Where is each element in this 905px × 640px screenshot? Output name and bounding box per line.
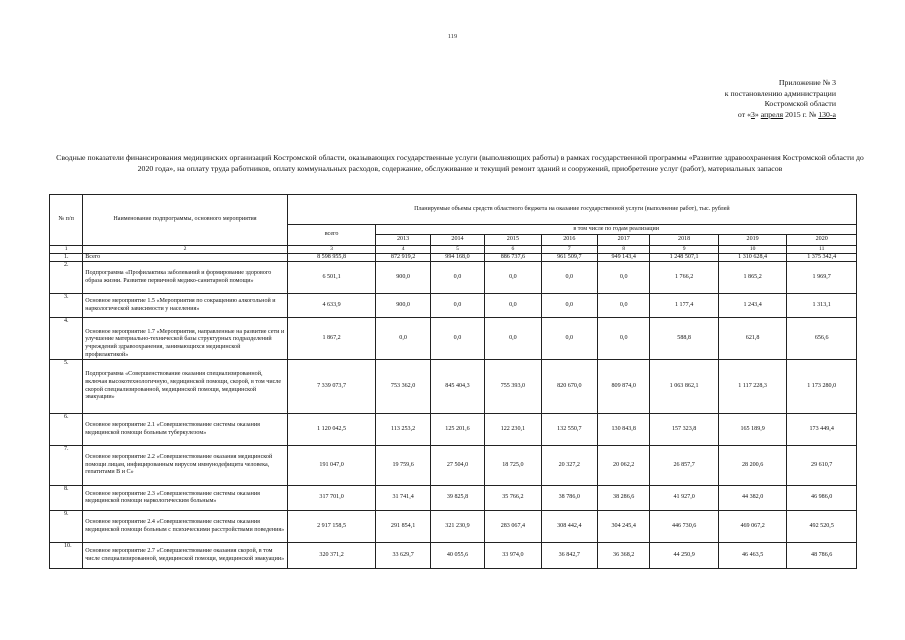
- row-value-2015: 0,0: [485, 262, 541, 294]
- table-body: [50, 195, 857, 569]
- row-name: Основное мероприятие 2.2 «Совершенствование оказания медицинской помощи лицам, инфицированным вирусом иммунодефицита человека, гепатитами В и С»: [83, 446, 288, 486]
- row-value-2019: 1 243,4: [718, 294, 787, 318]
- table-row: [50, 486, 857, 511]
- header-year-2015: 2015: [485, 235, 541, 246]
- appendix-block: [666, 78, 836, 120]
- row-value-2013: 900,0: [376, 294, 430, 318]
- row-value-2016: 0,0: [541, 262, 597, 294]
- row-value-2013: 291 854,1: [376, 511, 430, 543]
- table-row: [50, 360, 857, 414]
- header-row-top: [50, 195, 857, 225]
- table-row: [50, 414, 857, 446]
- row-value-2015: 0,0: [485, 294, 541, 318]
- appendix-date-month: апреля: [760, 109, 784, 119]
- row-value-2016: 0,0: [541, 318, 597, 360]
- header-total: всего: [287, 225, 376, 246]
- row-number: 9.: [50, 511, 83, 543]
- row-value-2015: 122 230,1: [485, 414, 541, 446]
- row-value-2015: 283 067,4: [485, 511, 541, 543]
- appendix-decree-number: 130-а: [818, 109, 836, 119]
- row-total: 1 120 042,5: [287, 414, 376, 446]
- header-year-2019: 2019: [718, 235, 787, 246]
- row-value-2013: 19 759,6: [376, 446, 430, 486]
- row-value-2017: 0,0: [598, 294, 650, 318]
- row-name: Подпрограмма «Профилактика заболеваний и формирование здорового образа жизни. Развитие первичной медико-санитарной помощи»: [83, 262, 288, 294]
- row-value-2020: 48 786,6: [787, 543, 857, 569]
- row-name: Основное мероприятие 2.4 «Совершенствование системы оказания медицинской помощи больным с психическими расстройствами поведения»: [83, 511, 288, 543]
- row-value-2018: 1 177,4: [650, 294, 719, 318]
- row-number: 7.: [50, 446, 83, 486]
- appendix-line-3: Костромской области: [764, 99, 836, 108]
- row-name: Основное мероприятие 2.3 «Совершенствование системы оказания медицинской помощи наркологическим больным»: [83, 486, 288, 511]
- header-year-2017: 2017: [598, 235, 650, 246]
- row-value-2017: 130 843,8: [598, 414, 650, 446]
- table-row: [50, 318, 857, 360]
- row-number: 5.: [50, 360, 83, 414]
- row-value-2020: 1 173 280,0: [787, 360, 857, 414]
- row-name: Всего: [83, 253, 288, 262]
- row-value-2013: 900,0: [376, 262, 430, 294]
- row-value-2019: 28 200,6: [718, 446, 787, 486]
- row-total: 7 339 073,7: [287, 360, 376, 414]
- row-value-2019: 1 310 628,4: [718, 253, 787, 262]
- appendix-line-2: к постановлению администрации: [724, 88, 836, 98]
- header-number: № п/п: [50, 195, 83, 246]
- row-value-2020: 1 375 342,4: [787, 253, 857, 262]
- row-value-2018: 157 323,8: [650, 414, 719, 446]
- row-value-2019: 44 382,0: [718, 486, 787, 511]
- row-name: Основное мероприятие 1.7 «Мероприятия, направленные на развитие сети и улучшение материально-технической базы структурных подразделений учреждений здравоохранения, занимающихся медицинской профилактикой»: [83, 318, 288, 360]
- row-total: 1 867,2: [287, 318, 376, 360]
- row-value-2017: 949 143,4: [598, 253, 650, 262]
- row-value-2017: 20 062,2: [598, 446, 650, 486]
- appendix-line-1: Приложение № 3: [778, 78, 836, 87]
- table-row: [50, 253, 857, 262]
- row-value-2017: 38 286,6: [598, 486, 650, 511]
- row-value-2020: 1 969,7: [787, 262, 857, 294]
- row-value-2018: 588,8: [650, 318, 719, 360]
- appendix-date-prefix: от «: [737, 109, 751, 119]
- row-value-2016: 132 550,7: [541, 414, 597, 446]
- row-value-2017: 36 368,2: [598, 543, 650, 569]
- financing-table: [49, 194, 857, 569]
- row-value-2020: 1 313,1: [787, 294, 857, 318]
- header-year-2018: 2018: [650, 235, 719, 246]
- row-value-2014: 845 404,3: [430, 360, 484, 414]
- row-value-2013: 31 741,4: [376, 486, 430, 511]
- row-value-2020: 29 610,7: [787, 446, 857, 486]
- row-name: Основное мероприятие 2.1 «Совершенствование системы оказания медицинской помощи больным туберкулезом»: [83, 414, 288, 446]
- row-total: 4 633,9: [287, 294, 376, 318]
- row-number: 8.: [50, 486, 83, 511]
- column-number: 8: [598, 246, 650, 254]
- row-value-2018: 1 248 507,1: [650, 253, 719, 262]
- row-value-2015: 755 393,0: [485, 360, 541, 414]
- row-value-2018: 26 857,7: [650, 446, 719, 486]
- row-value-2020: 46 986,0: [787, 486, 857, 511]
- row-number: 1.: [50, 253, 83, 262]
- row-value-2015: 886 737,6: [485, 253, 541, 262]
- row-value-2017: 809 874,0: [598, 360, 650, 414]
- row-value-2016: 820 670,0: [541, 360, 597, 414]
- row-number: 10.: [50, 543, 83, 569]
- table-row: [50, 511, 857, 543]
- row-value-2013: 113 253,2: [376, 414, 430, 446]
- row-total: 320 371,2: [287, 543, 376, 569]
- row-name: Подпрограмма «Совершенствование оказания специализированной, включая высокотехнологичную, медицинской помощи, скорой, в том числе скорой специализированной, медицинской помощи, медицинской эвакуации»: [83, 360, 288, 414]
- table-row: [50, 262, 857, 294]
- column-number: 9: [650, 246, 719, 254]
- row-value-2013: 872 919,2: [376, 253, 430, 262]
- appendix-date-day: 3: [750, 109, 755, 119]
- row-value-2013: 0,0: [376, 318, 430, 360]
- header-year-2014: 2014: [430, 235, 484, 246]
- row-value-2019: 1 117 228,3: [718, 360, 787, 414]
- header-name: Наименование подпрограммы, основного мероприятия: [83, 195, 288, 246]
- row-value-2018: 446 730,6: [650, 511, 719, 543]
- row-total: 6 501,1: [287, 262, 376, 294]
- row-value-2019: 165 189,9: [718, 414, 787, 446]
- column-number: 6: [485, 246, 541, 254]
- row-value-2019: 1 865,2: [718, 262, 787, 294]
- row-value-2015: 18 725,0: [485, 446, 541, 486]
- row-value-2015: 35 766,2: [485, 486, 541, 511]
- row-value-2013: 33 629,7: [376, 543, 430, 569]
- row-value-2020: 173 449,4: [787, 414, 857, 446]
- row-value-2020: 492 520,5: [787, 511, 857, 543]
- row-value-2016: 36 842,7: [541, 543, 597, 569]
- row-value-2014: 321 230,9: [430, 511, 484, 543]
- row-value-2019: 621,8: [718, 318, 787, 360]
- column-number: 5: [430, 246, 484, 254]
- appendix-date-year: 2015 г. №: [783, 109, 819, 119]
- row-number: 2.: [50, 262, 83, 294]
- row-total: 317 701,0: [287, 486, 376, 511]
- column-number: 11: [787, 246, 857, 254]
- row-value-2014: 39 825,8: [430, 486, 484, 511]
- row-value-2015: 0,0: [485, 318, 541, 360]
- column-number: 4: [376, 246, 430, 254]
- row-total: 191 047,0: [287, 446, 376, 486]
- column-number: 10: [718, 246, 787, 254]
- row-value-2014: 27 504,0: [430, 446, 484, 486]
- row-value-2018: 1 766,2: [650, 262, 719, 294]
- header-planned-volumes: Планируемые объемы средств областного бюджета на оказание государственной услуги (выполнение работ), тыс. рублей: [287, 195, 856, 225]
- row-value-2019: 469 067,2: [718, 511, 787, 543]
- row-value-2014: 0,0: [430, 294, 484, 318]
- row-name: Основное мероприятие 1.5 «Мероприятия по сокращению алкогольной и наркологической зависимости у населения»: [83, 294, 288, 318]
- row-name: Основное мероприятие 2.7 «Совершенствование оказания скорой, в том числе специализированной, медицинской помощи, медицинской эвакуации»: [83, 543, 288, 569]
- row-value-2016: 38 786,0: [541, 486, 597, 511]
- row-value-2016: 961 509,7: [541, 253, 597, 262]
- row-value-2016: 20 327,2: [541, 446, 597, 486]
- row-value-2015: 33 974,0: [485, 543, 541, 569]
- appendix-line-4: [666, 110, 836, 121]
- row-value-2018: 41 927,0: [650, 486, 719, 511]
- header-year-2016: 2016: [541, 235, 597, 246]
- table-row: [50, 543, 857, 569]
- row-value-2014: 994 168,0: [430, 253, 484, 262]
- column-number: 3: [287, 246, 376, 254]
- row-value-2018: 1 063 862,1: [650, 360, 719, 414]
- row-value-2017: 0,0: [598, 262, 650, 294]
- row-value-2020: 656,6: [787, 318, 857, 360]
- row-value-2014: 125 201,6: [430, 414, 484, 446]
- row-value-2014: 0,0: [430, 262, 484, 294]
- column-numbers-row: [50, 246, 857, 254]
- header-year-2013: 2013: [376, 235, 430, 246]
- row-value-2019: 46 463,5: [718, 543, 787, 569]
- document-title: Сводные показатели финансирования медицинских организаций Костромской области, оказывающих государственные услуги (выполняющих работы) в рамках государственной программы «Развитие здравоохранения Костромской области до 2020 года», на оплату труда работников, оплату коммунальных расходов, содержание, обслуживание и текущий ремонт зданий и сооружений, приобретение услуг (работ), материальных запасов: [56, 153, 864, 173]
- appendix-date-mid: »: [754, 109, 761, 119]
- row-number: 4.: [50, 318, 83, 360]
- row-value-2017: 304 245,4: [598, 511, 650, 543]
- page-number: 119: [447, 33, 458, 40]
- row-total: 2 917 158,5: [287, 511, 376, 543]
- table-row: [50, 446, 857, 486]
- header-by-year: в том числе по годам реализации: [376, 225, 857, 235]
- row-value-2016: 308 442,4: [541, 511, 597, 543]
- row-total: 8 598 955,8: [287, 253, 376, 262]
- header-year-2020: 2020: [787, 235, 857, 246]
- row-value-2018: 44 250,9: [650, 543, 719, 569]
- row-value-2017: 0,0: [598, 318, 650, 360]
- table-row: [50, 294, 857, 318]
- row-value-2016: 0,0: [541, 294, 597, 318]
- column-number: 2: [83, 246, 288, 254]
- row-number: 3.: [50, 294, 83, 318]
- row-value-2013: 753 362,0: [376, 360, 430, 414]
- row-value-2014: 0,0: [430, 318, 484, 360]
- column-number: 7: [541, 246, 597, 254]
- row-value-2014: 40 055,6: [430, 543, 484, 569]
- column-number: 1: [50, 246, 83, 254]
- row-number: 6.: [50, 414, 83, 446]
